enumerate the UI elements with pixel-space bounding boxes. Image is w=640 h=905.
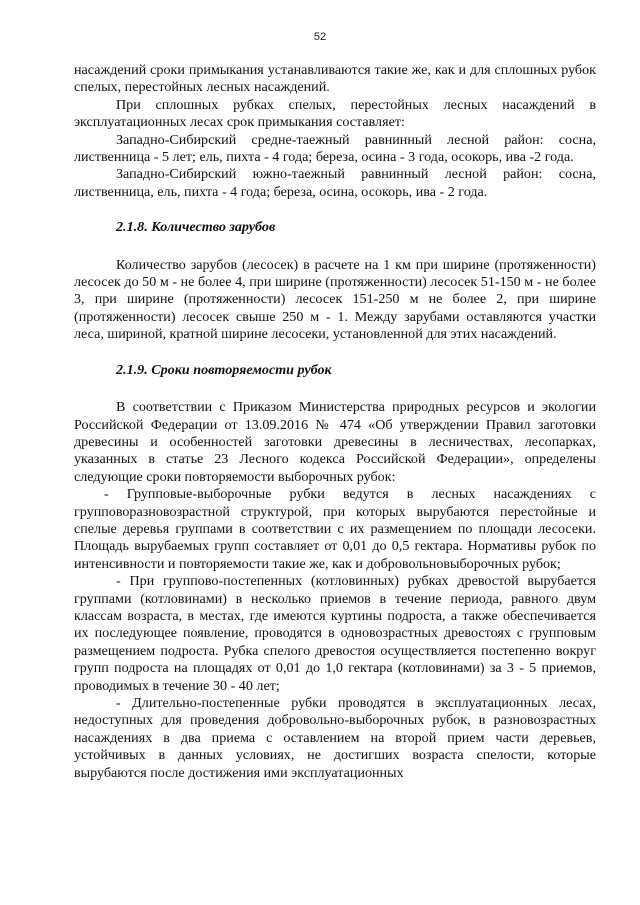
section-heading-cutting-count: 2.1.8. Количество зарубов xyxy=(116,219,276,236)
list-item-group-gradual: - При группово-постепенных (котловинных) рубках древостой вырубается группами (котловинами) в несколько приемов в течение периода, равного двум классам возраста, в местах, где имеются куртины подроста, а также обеспечивается их последующее появление, проводятся в одновозрастных древостоях с групповым размещением подроста. Рубка спелого древостоя осуществляется постепенно вокруг групп подроста на площадях от 0,01 до 1,0 гектара (котловинами) за 3 - 5 приемов, проводимых в течение 30 - 40 лет; xyxy=(74,573,596,694)
document-body xyxy=(74,62,596,782)
list-item-long-gradual: - Длительно-постепенные рубки проводятся в эксплуатационных лесах, недоступных для проведения добровольно-выборочных рубок, в разновозрастных насаждениях в два приема с оставлением на второй прием части деревьев, устойчивых в данных условиях, не достигших возраста спелости, которые вырубаются после достижения ими эксплуатационных xyxy=(74,695,596,781)
section-heading-repeat-terms: 2.1.9. Сроки повторяемости рубок xyxy=(116,361,332,378)
paragraph-clearcut-terms: При сплошных рубках спелых, перестойных лесных насаждений в эксплуатационных лесах срок примыкания составляет: xyxy=(74,96,596,131)
paragraph-middle-taiga: Западно-Сибирский средне-таежный равнинный лесной район: сосна, лиственница - 5 лет; ель, пихта - 4 года; береза, осина - 3 года, осокорь, ива -2 года. xyxy=(74,131,596,166)
page-number: 52 xyxy=(313,31,327,43)
paragraph-cutting-count: Количество зарубов (лесосек) в расчете на 1 км при ширине (протяженности) лесосек до 50 м - не более 4, при ширине (протяженности) лесосек 51-150 м - не более 3, при ширине (протяженности) лесосек 151-250 м не более 2, при ширине (протяженности) лесосек свыше 250 м - 1. Между зарубами оставляются участки леса, шириной, кратной ширине лесосеки, установленной для этих насаждений. xyxy=(74,256,596,343)
list-item-group-selective: - Групповые-выборочные рубки ведутся в лесных насаждениях с групповоразновозрастной структурой, при которых вырубаются перестойные и спелые деревья группами в соответствии с их размещением по площади лесосеки. Площадь вырубаемых групп составляет от 0,01 до 0,5 гектара. Нормативы рубок по интенсивности и повторяемости такие же, как и добровольновыборочных рубок; xyxy=(74,486,596,572)
paragraph-order-reference: В соответствии с Приказом Министерства природных ресурсов и экологии Российской Федерации от 13.09.2016 № 474 «Об утверждении Правил заготовки древесины и особенностей заготовки древесины в лесничествах, лесопарках, указанных в статье 23 Лесного кодекса Российской Федерации», определены следующие сроки повторяемости выборочных рубок: xyxy=(74,399,596,485)
paragraph-continuation: насаждений сроки примыкания устанавливаются такие же, как и для сплошных рубок спелых, перестойных лесных насаждений. xyxy=(74,62,596,96)
paragraph-south-taiga: Западно-Сибирский южно-таежный равнинный лесной район: сосна, лиственница, ель, пихта - 4 года; береза, осина, осокорь, ива - 2 года. xyxy=(74,166,596,200)
